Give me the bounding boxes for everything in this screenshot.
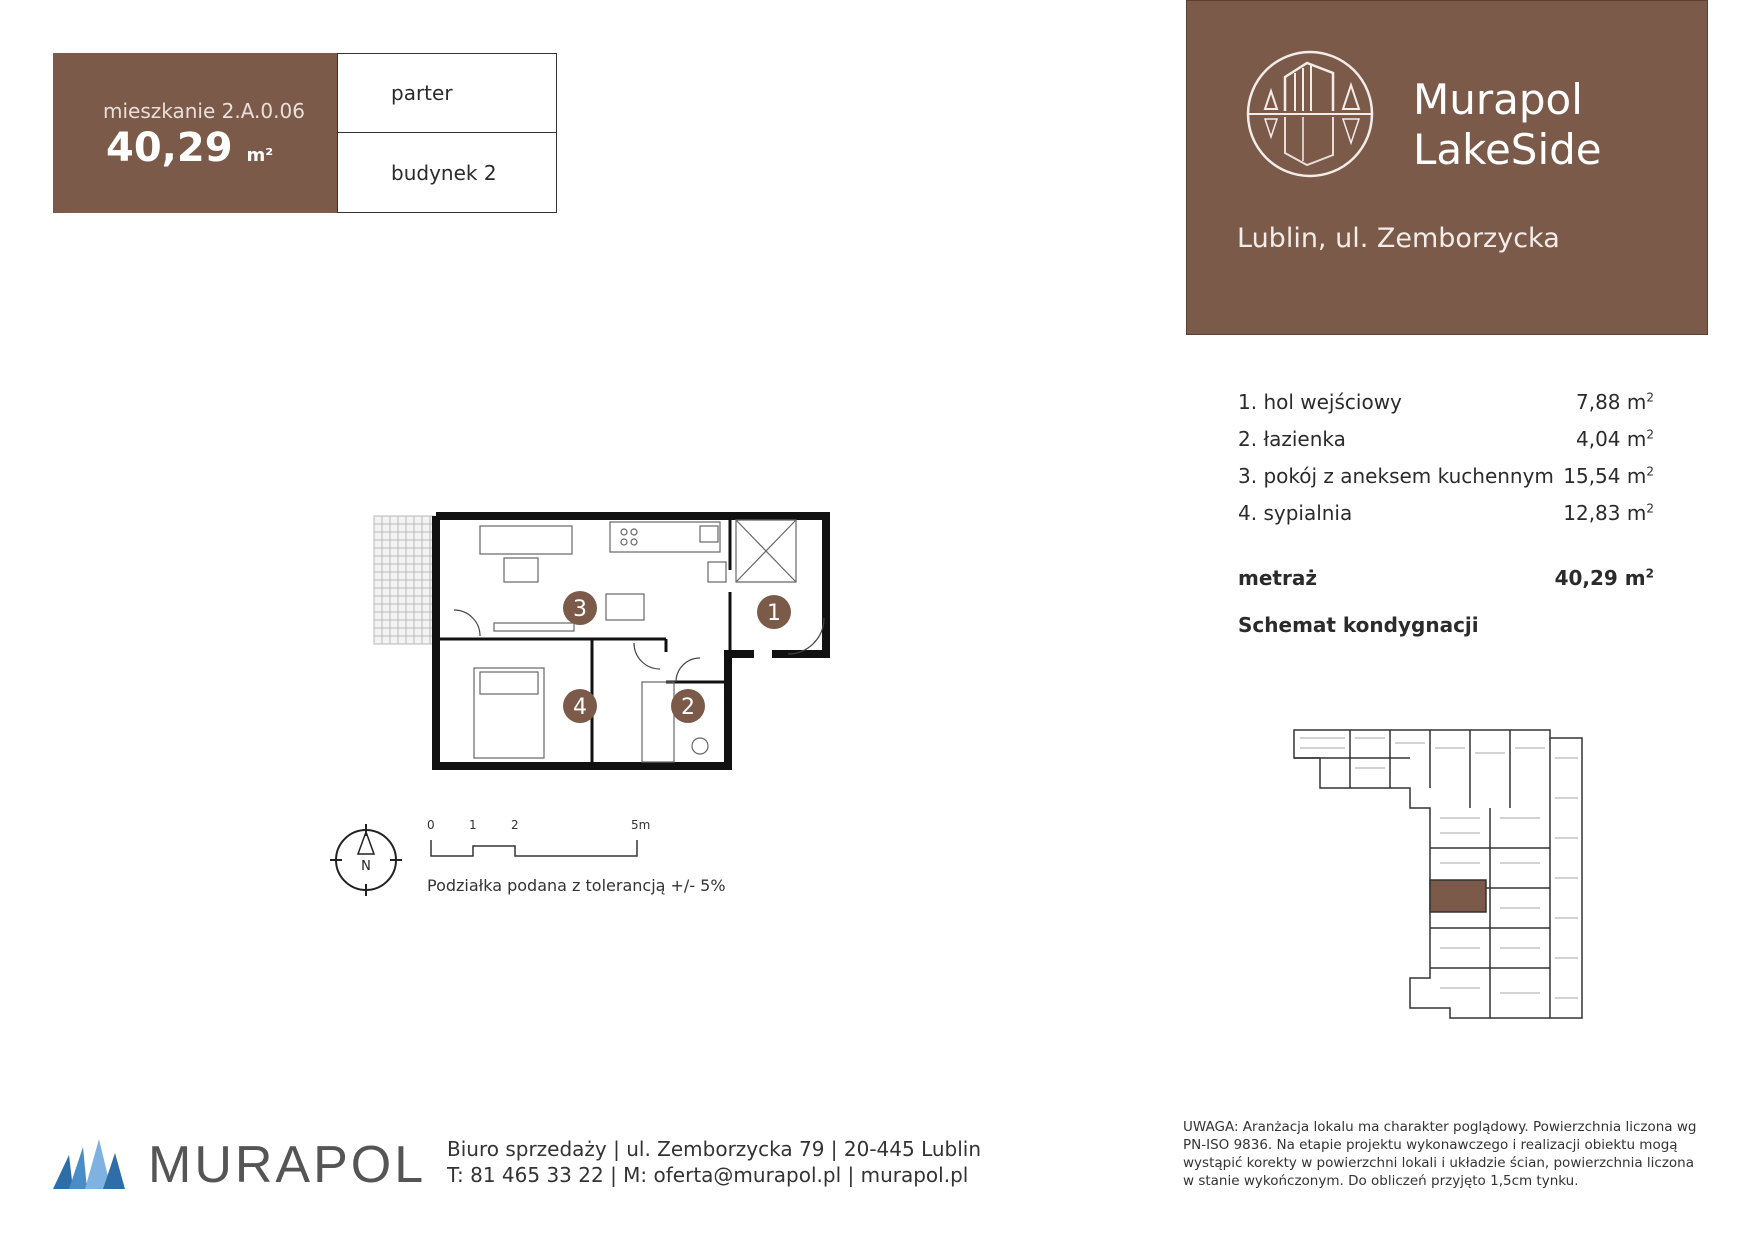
list-item: 4. sypialnia 12,83 $m^2$ [1238, 501, 1654, 525]
apartment-area: 40,29 m² [106, 125, 274, 171]
highlighted-apartment [1430, 880, 1486, 912]
list-item: 3. pokój z aneksem kuchennym 15,54 $m^2$ [1238, 464, 1654, 488]
room-number-3: 3 [573, 597, 587, 622]
floor-schema [1290, 718, 1590, 1040]
sales-office-info: Biuro sprzedaży | ul. Zemborzycka 79 | 20-445 Lublin T: 81 465 33 22 | M: oferta@murapol.pl | murapol.pl [447, 1137, 982, 1187]
list-item: 1. hol wejściowy 7,88 $m^2$ [1238, 390, 1654, 414]
brand-location: Lublin, ul. Zemborzycka [1237, 223, 1560, 254]
list-item: 2. łazienka 4,04 $m^2$ [1238, 427, 1654, 451]
rooms-list [1238, 390, 1654, 538]
scale-bar: 0 1 2 5m [427, 818, 667, 868]
room-number-1: 1 [767, 601, 781, 626]
balcony [374, 516, 434, 644]
apartment-header [53, 53, 337, 213]
murapol-wordmark: MURAPOL [148, 1136, 427, 1194]
floor-building-table [337, 53, 557, 213]
murapol-logo-icon [53, 1133, 125, 1189]
apartment-label: mieszkanie 2.A.0.06 [103, 99, 305, 123]
floor-value: parter [338, 54, 556, 133]
svg-text:N: N [361, 859, 371, 874]
floor-schema-title: Schemat kondygnacji [1238, 613, 1479, 637]
lakeside-logo-icon [1245, 49, 1375, 179]
brand-panel [1186, 0, 1708, 335]
floor-plan [370, 512, 830, 772]
room-markers [563, 591, 791, 723]
scale-note: Podziałka podana z tolerancją +/- 5% [427, 876, 726, 895]
building-value: budynek 2 [391, 160, 497, 185]
disclaimer: UWAGA: Aranżacja lokalu ma charakter poglądowy. Powierzchnia liczona wg PN-ISO 9836. Na etapie projektu wykonawczego i realizacji obiektu mogą wystąpić korekty w powierzchni lokali i układzie ścian, powierzchnia liczona w stanie wykończonym. Do obliczeń przyjęto 1,5cm tynku. [1183, 1119, 1697, 1189]
room-number-2: 2 [681, 695, 695, 720]
compass-icon [328, 822, 404, 898]
brand-title: Murapol LakeSide [1413, 75, 1602, 174]
room-number-4: 4 [573, 695, 587, 720]
